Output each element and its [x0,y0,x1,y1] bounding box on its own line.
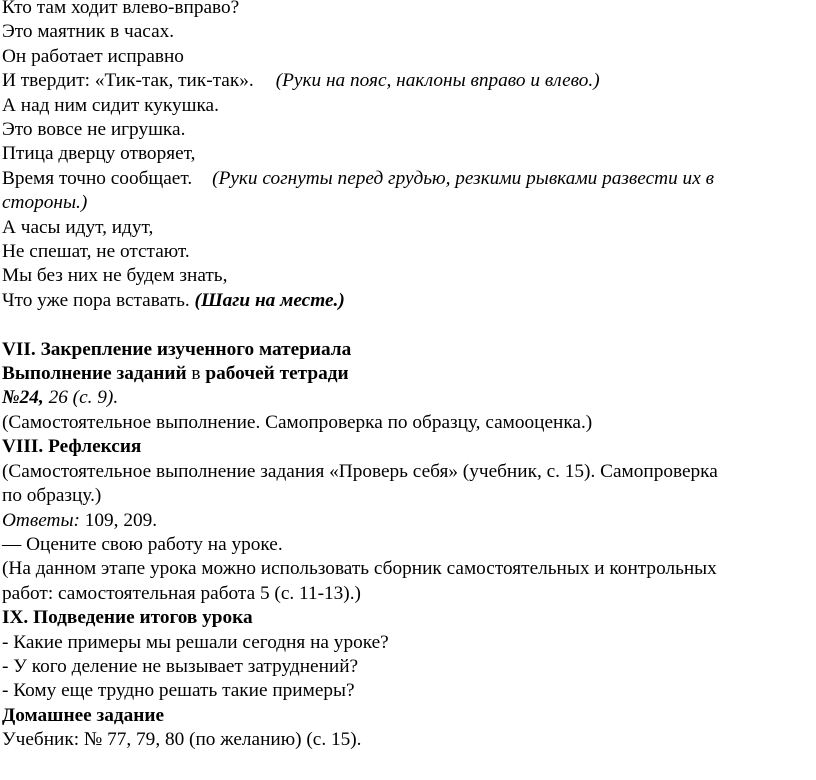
section-7-ref-bold: №24, [2,387,44,409]
poem-line-1: Кто там ходит влево-вправо? [2,0,240,18]
poem-line-6: Это вовсе не игрушка. [2,119,186,141]
section-7-heading: VII. Закрепление изученного материала [2,338,352,360]
exercise-note-1: (Руки на пояс, наклоны вправо и влево.) [275,70,600,92]
poem-line-7: Птица дверцу отворяет, [2,143,196,165]
section-8-assess: — Оцените свою работу на уроке. [2,533,283,555]
exercise-note-2-cont: стороны.) [2,192,88,214]
section-7-task [2,362,816,386]
poem-line-3: Он работает исправно [2,45,184,67]
section-7-task-b: в [186,363,206,385]
answers-label: Ответы: [2,509,80,531]
poem-line-2: Это маятник в часах. [2,21,175,43]
homework-text: Учебник: № 77, 79, 80 (по желанию) (с. 15). [2,729,362,751]
poem-line-4 [2,69,816,93]
exercise-note-3: (Шаги на месте.) [194,289,345,311]
section-7-task-a: Выполнение заданий [2,363,187,385]
section-7-note: (Самостоятельное выполнение. Самопроверка по образцу, самооценка.) [2,411,593,433]
section-9-heading: IX. Подведение итогов урока [2,607,253,629]
poem-line-11: Мы без них не будем знать, [2,265,228,287]
exercise-note-2: (Руки согнуты перед грудью, резкими рывками развести их в [212,167,714,189]
section-8-note-a: (Самостоятельное выполнение задания «Проверь себя» (учебник, с. 15). Самопроверка [2,460,718,482]
section-9-question-1: - Какие примеры мы решали сегодня на уроке? [2,631,389,653]
poem-line-12-text: Что уже пора вставать. [2,289,190,311]
poem-line-5: А над ним сидит кукушка. [2,94,219,116]
poem-line-8-text: Время точно сообщает. [2,167,193,189]
poem-line-12 [2,289,816,313]
poem-line-10: Не спешат, не отстают. [2,241,190,263]
section-9-question-2: - У кого деление не вызывает затруднений? [2,655,359,677]
section-8-extra-b: работ: самостоятельная работа 5 (с. 11-13).) [2,582,361,604]
section-8-heading: VIII. Рефлексия [2,436,142,458]
section-7-task-c: рабочей тетради [205,363,349,385]
poem-line-4-text: И твердит: «Тик-так, тик-так». [2,70,254,92]
section-8-answers [2,509,816,533]
section-7-ref-italic: 26 (с. 9). [43,387,119,409]
poem-line-8 [2,167,816,191]
section-9-question-3: - Кому еще трудно решать такие примеры? [2,680,355,702]
section-7-reference [2,386,816,410]
answers-value: 109, 209. [79,509,158,531]
blank-line [2,313,816,337]
homework-heading: Домашнее задание [2,704,165,726]
section-8-extra-a: (На данном этапе урока можно использовать сборник самостоятельных и контрольных [2,558,717,580]
poem-line-9: А часы идут, идут, [2,216,154,238]
section-8-note-b: по образцу.) [2,485,102,507]
